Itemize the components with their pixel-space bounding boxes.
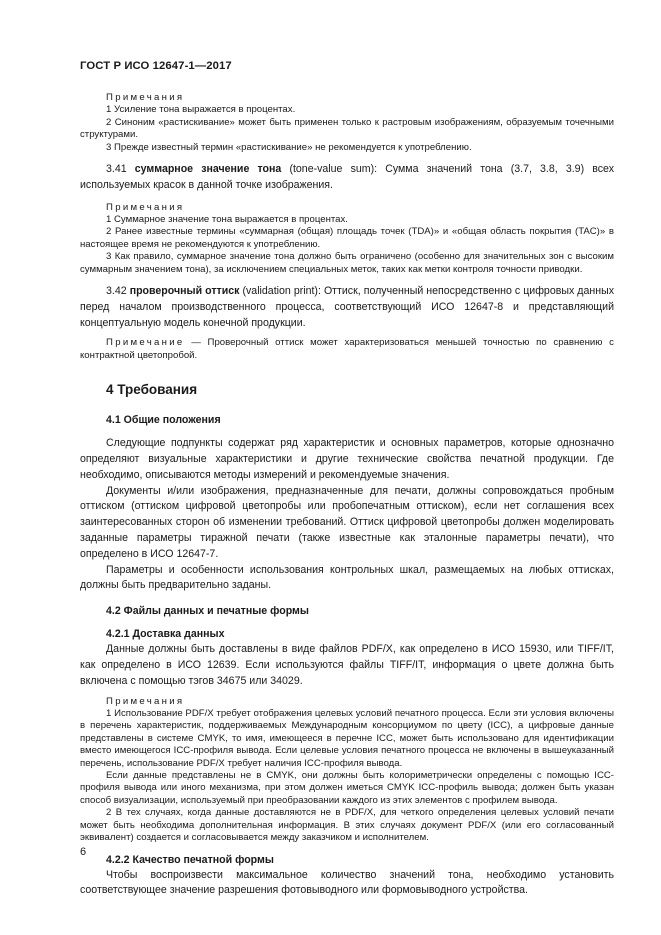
subsection-title: 4.2.2 Качество печатной формы (106, 853, 274, 866)
note-item: Если данные представлены не в CMYK, они должны быть колориметрически определены с помощью ICC-профиля вывода или иного механизма, при этом должен иметься CMYK ICC-профиль вывода; должен быть указан способ визуализации, используемый при преобразовании каждого из этих элементов с профилем вывода. (80, 770, 614, 806)
term-definition: (validation print): Оттиск, полученный непосредственно с цифровых данных перед началом производственного процесса, соответствующий ИСО 12647-8 и представляющий концептуальную модель конечной продукции. (80, 285, 614, 329)
note-item: 2 Ранее известные термины «суммарная (общая) площадь точек (TDA)» и «общая область покрытия (TAC)» в настоящее время не рекомендуются к употреблению. (80, 226, 614, 250)
notes-heading: Примечания (106, 695, 185, 707)
note-text: — Проверочный оттиск может характеризоваться меньшей точностью по сравнению с контрактной цветопробой. (80, 337, 614, 361)
page-number: 6 (80, 846, 87, 858)
note-item: 1 Суммарное значение тона выражается в процентах. (106, 214, 348, 226)
body-paragraph: Данные должны быть доставлены в виде файлов PDF/X, как определено в ИСО 15930, или TIFF/IT, как определено в ИСО 12639. Если используются файлы TIFF/IT, информация о цвете должна быть включена с помощью тэгов 34675 или 34029. (80, 643, 614, 687)
note-item: 1 Использование PDF/X требует отображения целевых условий печатного процесса. Если эти условия включены в перечень характеристик, поддерживаемых Международным консорциумом по цвету (ICC), а цифровые данные представлены в системе CMYK, то имя, имеющееся в перечне ICC, может быть использовано для идентификации вместо имеющегося ICC-профиля вывода. Если целевые условия печатного процесса не включены в вышеуказанный перечень, использование PDF/X требует наличия ICC-профиля вывода. (80, 708, 614, 769)
notes-heading: Примечания (106, 201, 185, 213)
body-paragraph: Чтобы воспроизвести максимальное количество значений тона, необходимо установить соответствующее значение разрешения фотовыводного или формовыводного устройства. (80, 868, 614, 897)
subsection-title: 4.2.1 Доставка данных (106, 628, 225, 641)
term-definition: (tone-value sum): Сумма значений тона (3.7, 3.8, 3.9) всех используемых красок в данной точке изображения. (80, 163, 614, 191)
subsection-title: 4.1 Общие положения (106, 414, 221, 427)
section-title: 4 Требования (106, 382, 198, 398)
note-item: 1 Усиление тона выражается в процентах. (106, 104, 296, 116)
term-number: 3.41 (106, 163, 127, 176)
term-3-41 (80, 162, 614, 194)
term-name: проверочный оттиск (129, 285, 240, 298)
note-item: 2 Синоним «растискивание» может быть применен только к растровым изображениям, образуемым точечными структурами. (80, 116, 614, 141)
note-item: 2 В тех случаях, когда данные доставляются не в PDF/X, для четкого определения целевых условий печати может быть необходима дополнительная информация. В этих случаях документ PDF/X (или его согласованный эквивалент) создается и согласовывается между заказчиком и исполнителем. (80, 807, 614, 844)
single-note (80, 337, 614, 362)
body-paragraph: Параметры и особенности использования контрольных шкал, размещаемых на любых оттисках, должны быть предварительно заданы. (80, 563, 614, 592)
term-3-42 (80, 284, 614, 331)
term-name: суммарное значение тона (134, 163, 282, 176)
body-paragraph: Документы и/или изображения, предназначенные для печати, должны сопровождаться пробным оттиском (оттиском цифровой цветопробы или пробопечатным оттиском), если нет соглашения всех заинтересованных сторон об изменении требований. Оттиск цифровой цветопробы должен моделировать заданные параметры тиражной печати (также известные как эталонные параметры печати), что определено в ИСО 12647-7. (80, 484, 614, 560)
note-heading: Примечание (106, 337, 185, 349)
notes-heading: Примечания (106, 92, 185, 103)
standard-header: ГОСТ Р ИСО 12647-1—2017 (80, 60, 232, 72)
subsection-title: 4.2 Файлы данных и печатные формы (106, 605, 309, 618)
note-item: 3 Как правило, суммарное значение тона должно быть ограничено (особенно для значительных зон с высоким суммарным значением тона), за исключением специальных меток, таких как метки контроля точности приводки. (80, 251, 614, 275)
note-item: 3 Прежде известный термин «растискивание» не рекомендуется к употреблению. (106, 141, 472, 153)
body-paragraph: Следующие подпункты содержат ряд характеристик и основных параметров, которые однозначно определяют визуальные характеристики и другие технические свойства печатной продукции. Где необходимо, описываются методы измерений и рекомендуемые значения. (80, 437, 614, 481)
term-number: 3.42 (106, 285, 127, 298)
page-content (80, 92, 614, 899)
